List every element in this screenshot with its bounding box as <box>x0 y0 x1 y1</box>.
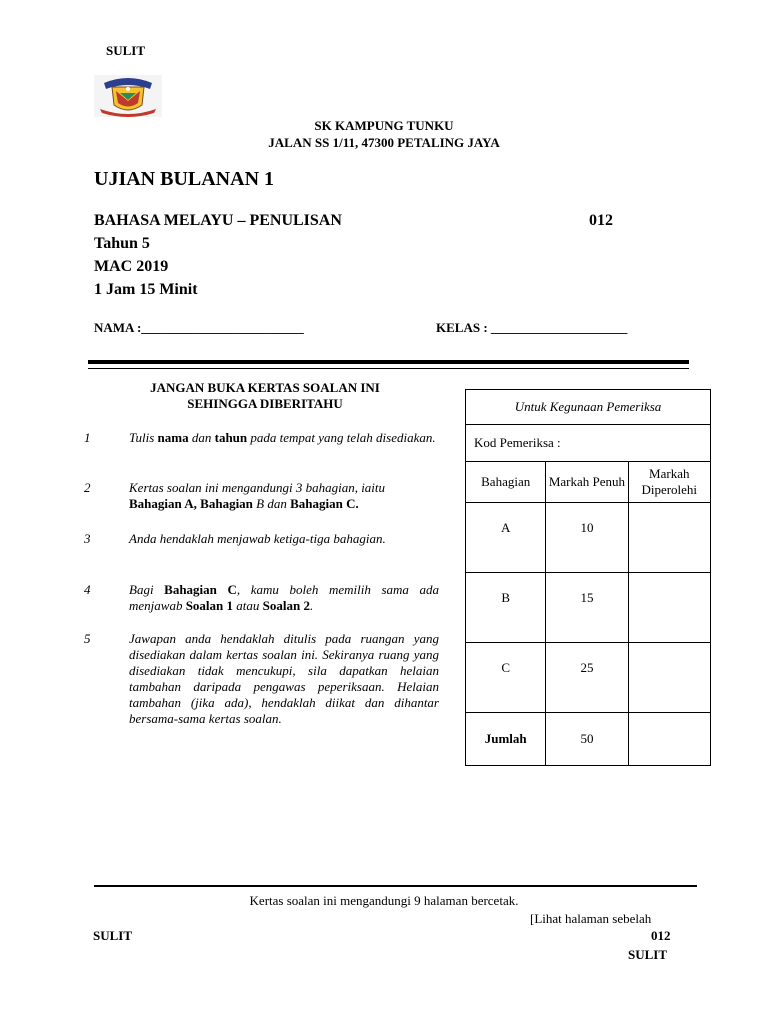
exam-title: UJIAN BULANAN 1 <box>94 168 275 190</box>
row-section: A <box>466 503 546 573</box>
row-section: B <box>466 573 546 643</box>
school-name: SK KAMPUNG TUNKU <box>314 118 454 133</box>
instruction-number: 5 <box>84 631 91 646</box>
exam-duration: 1 Jam 15 Minit <box>94 281 198 298</box>
exam-year: Tahun 5 <box>94 235 150 252</box>
pages-note: Kertas soalan ini mengandungi 9 halaman bercetak. <box>249 893 519 908</box>
classification-bottom-left: SULIT <box>93 928 133 943</box>
exam-month: MAC 2019 <box>94 258 169 275</box>
footer-separator <box>94 885 697 887</box>
class-field: KELAS : _____________________ <box>436 320 628 335</box>
instruction-1: Tulis nama dan tahun pada tempat yang telah disediakan. <box>129 430 436 445</box>
examiner-table <box>465 389 711 766</box>
instruction-number: 2 <box>84 480 91 495</box>
school-crest-logo <box>94 75 162 117</box>
classification-top: SULIT <box>106 43 146 58</box>
col-header-section: Bahagian <box>466 462 546 503</box>
row-section: C <box>466 643 546 713</box>
instruction-4: Bagi Bahagian C, kamu boleh memilih sama ada menjawab Soalan 1 atau Soalan 2. <box>129 582 439 613</box>
separator-thin <box>88 368 689 369</box>
total-full-marks: 50 <box>546 713 628 766</box>
instruction-5: Jawapan anda hendaklah ditulis pada ruangan yang disediakan dalam kertas soalan ini. Sekiranya ruang yang disediakan tidak mencukupi, sila dapatkan helaian tambahan daripada pengawas peperiksaan. Helaian tambahan (jika ada), hendaklah diikat dan dihantar bersama-sama kertas soalan. <box>129 631 439 726</box>
table-row <box>466 573 711 643</box>
warning-line-2: SEHINGGA DIBERITAHU <box>187 396 343 411</box>
classification-bottom-right: SULIT <box>628 947 668 962</box>
total-obtained-marks <box>628 713 710 766</box>
total-label: Jumlah <box>466 713 546 766</box>
examiner-code-field: Kod Pemeriksa : <box>466 425 711 462</box>
exam-code-footer: 012 <box>651 928 671 943</box>
col-header-obtained: Markah Diperolehi <box>628 462 710 503</box>
table-total-row <box>466 713 711 766</box>
exam-subject: BAHASA MELAYU – PENULISAN <box>94 212 342 229</box>
row-full-marks: 25 <box>546 643 628 713</box>
exam-code: 012 <box>589 212 613 229</box>
instruction-number: 4 <box>84 582 91 597</box>
examiner-table-title: Untuk Kegunaan Pemeriksa <box>466 390 711 425</box>
instruction-number: 3 <box>84 531 91 546</box>
instruction-number: 1 <box>84 430 91 445</box>
name-field: NAMA :_________________________ <box>94 320 304 335</box>
row-full-marks: 10 <box>546 503 628 573</box>
table-row <box>466 503 711 573</box>
row-obtained-marks <box>628 503 710 573</box>
table-row <box>466 643 711 713</box>
row-obtained-marks <box>628 643 710 713</box>
warning-line-1: JANGAN BUKA KERTAS SOALAN INI <box>150 380 380 395</box>
instruction-2: Kertas soalan ini mengandungi 3 bahagian, iaitu Bahagian A, Bahagian B dan Bahagian C. <box>129 480 386 511</box>
row-obtained-marks <box>628 573 710 643</box>
separator-thick <box>88 360 689 364</box>
school-address: JALAN SS 1/11, 47300 PETALING JAYA <box>268 135 500 150</box>
instruction-3: Anda hendaklah menjawab ketiga-tiga bahagian. <box>129 531 386 546</box>
col-header-full-marks: Markah Penuh <box>546 462 628 503</box>
row-full-marks: 15 <box>546 573 628 643</box>
next-page-note: [Lihat halaman sebelah <box>530 911 652 926</box>
